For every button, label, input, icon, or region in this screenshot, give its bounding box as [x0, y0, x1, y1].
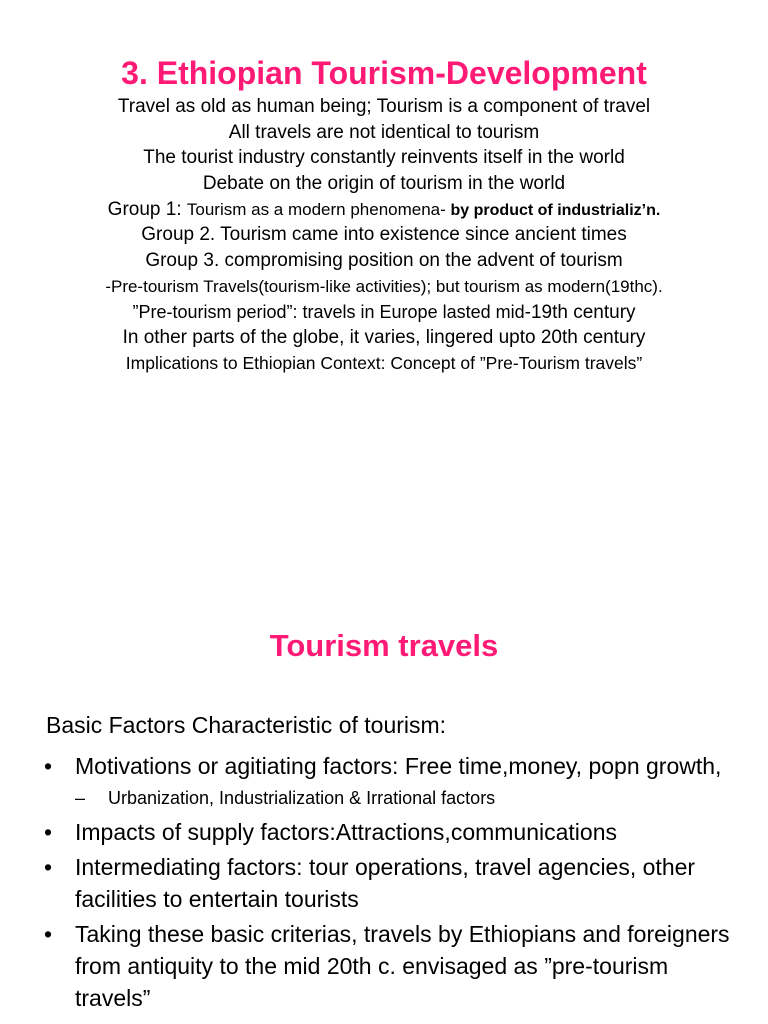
pretourism-period-a: ”Pre-tourism period”: travels in Europe lasted mid: [132, 301, 525, 322]
bullet-text: Impacts of supply factors:Attractions,communications: [75, 819, 617, 845]
slide2-intro: Basic Factors Characteristic of tourism:: [46, 712, 447, 738]
slide-ethiopian-tourism-development: [0, 0, 768, 400]
group1-bold: by product of industrializ’n.: [450, 201, 661, 219]
bullet-intermediating: [44, 851, 744, 915]
slide2-bullet-list: [44, 750, 744, 1017]
bullet-text: Intermediating factors: tour operations, travel agencies, other facilities to entertain tourists: [75, 854, 696, 912]
slide2-title: Tourism travels: [269, 628, 499, 663]
line-implications: Implications to Ethiopian Context: Concept of ”Pre-Tourism travels”: [125, 352, 643, 373]
bullet-dot: •: [44, 854, 53, 880]
slide1-body: [0, 94, 768, 377]
bullet-dot: •: [44, 819, 53, 845]
bullet-dot: •: [44, 753, 53, 779]
bullet-text: Taking these basic criterias, travels by Ethiopians and foreigners from antiquity to the mid 20th c. envisaged as ”pre-tourism travels”: [75, 921, 730, 1011]
line-group1: [0, 197, 768, 223]
bullet-text: Motivations or agitiating factors: Free time,money, popn growth,: [75, 753, 722, 779]
line-group3: Group 3. compromising position on the advent of tourism: [145, 250, 623, 272]
line-reinvents: The tourist industry constantly reinvents itself in the world: [143, 147, 625, 169]
group1-prefix: Group 1:: [107, 198, 187, 220]
group1-middle: Tourism as a modern phenomena-: [186, 199, 451, 219]
bullet-supply-factors: [44, 816, 744, 848]
line-pretourism-period: [0, 300, 768, 326]
line-group2: Group 2. Tourism came into existence since ancient times: [141, 224, 627, 246]
sub-bullet-urbanization: [44, 784, 744, 812]
bullet-dot: •: [44, 921, 53, 947]
line-not-identical: All travels are not identical to tourism: [228, 121, 540, 143]
sub-bullet-dash: –: [75, 788, 86, 808]
slide1-title: 3. Ethiopian Tourism-Development: [121, 55, 647, 91]
bullet-basic-criterias: [44, 918, 744, 1014]
slide-tourism-travels: [0, 600, 768, 1024]
line-pretourism-travels: -Pre-tourism Travels(tourism-like activities); but tourism as modern(19thc).: [105, 276, 663, 296]
line-other-parts: In other parts of the globe, it varies, lingered upto 20th century: [122, 327, 646, 349]
line-debate: Debate on the origin of tourism in the world: [202, 173, 566, 195]
bullet-motivations: [44, 750, 744, 782]
sub-bullet-text: Urbanization, Industrialization & Irrational factors: [108, 788, 496, 808]
line-travel-as-old: Travel as old as human being; Tourism is a component of travel: [117, 96, 651, 117]
pretourism-period-b: -19th century: [524, 301, 636, 323]
